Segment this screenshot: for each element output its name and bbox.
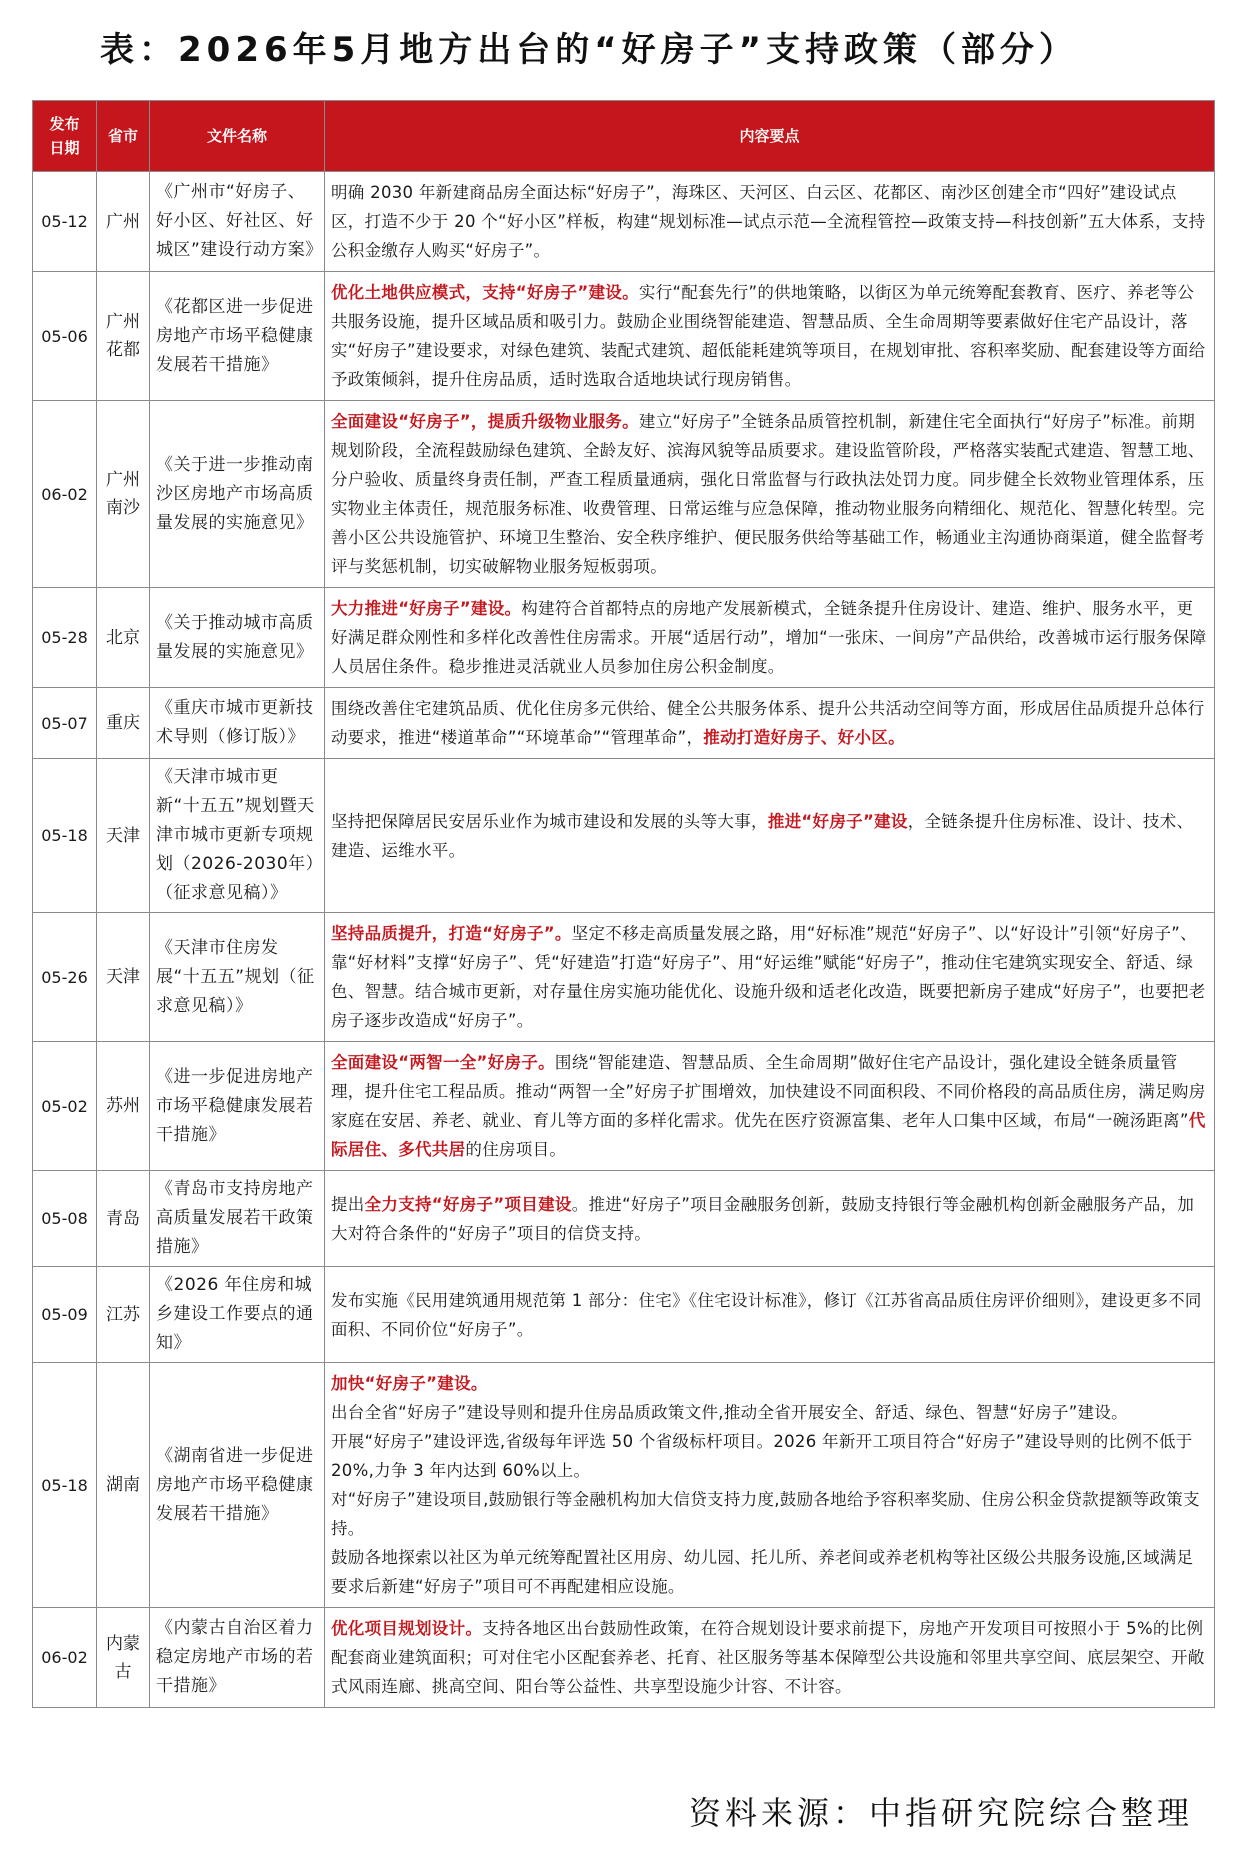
table-row	[33, 272, 1215, 401]
table-row	[33, 588, 1215, 688]
table-row	[33, 688, 1215, 759]
body-text: 对“好房子”建设项目,鼓励银行等金融机构加大信贷支持力度,鼓励各地给予容积率奖励、住房公积金贷款提额等政策支持。	[331, 1490, 1200, 1538]
cell-date: 05-02	[33, 1042, 97, 1171]
highlight-text: 大力推进“好房子”建设。	[331, 599, 522, 618]
cell-content	[325, 913, 1215, 1042]
body-text: 发布实施《民用建筑通用规范第 1 部分：住宅》《住宅设计标准》，修订《江苏省高品质住房评价细则》，建设更多不同面积、不同价位“好房子”。	[331, 1290, 1202, 1339]
table-row	[33, 401, 1215, 588]
cell-content	[325, 272, 1215, 401]
cell-content	[325, 759, 1215, 913]
header-document: 文件名称	[150, 101, 325, 172]
body-text: ，全链条提升住房标准、设计、技术、建造、运维水平。	[331, 811, 1194, 860]
page-title: 表：2026年5月地方出台的“好房子”支持政策（部分）	[100, 30, 1078, 70]
body-text: 。推进“好房子”项目金融服务创新，鼓励支持银行等金融机构创新金融服务产品，加大对符合条件的“好房子”项目的信贷支持。	[331, 1194, 1195, 1243]
table-row	[33, 913, 1215, 1042]
header-content: 内容要点	[325, 101, 1215, 172]
highlight-text: 优化土地供应模式，支持“好房子”建设。	[331, 283, 639, 302]
cell-date: 05-18	[33, 759, 97, 913]
table-row	[33, 1171, 1215, 1267]
cell-date: 05-28	[33, 588, 97, 688]
body-text: 坚持把保障居民安居乐业作为城市建设和发展的头等大事，	[331, 811, 768, 831]
body-text: 开展“好房子”建设评选,省级每年评选 50 个省级标杆项目。2026 年新开工项目符合“好房子”建设导则的比例不低于 20%,力争 3 年内达到 60%以上。	[331, 1432, 1193, 1480]
cell-content	[325, 1042, 1215, 1171]
body-text: 出台全省“好房子”建设导则和提升住房品质政策文件,推动全省开展安全、舒适、绿色、智慧“好房子”建设。	[331, 1403, 1128, 1422]
cell-province: 天津	[97, 759, 150, 913]
cell-content	[325, 172, 1215, 272]
table-row	[33, 759, 1215, 913]
cell-province: 青岛	[97, 1171, 150, 1267]
highlight-text: 坚持品质提升，打造“好房子”。	[331, 924, 572, 943]
body-text: 坚定不移走高质量发展之路，用“好标准”规范“好房子”、以“好设计”引领“好房子”、靠“好材料”支撑“好房子”、凭“好建造”打造“好房子”、用“好运维”赋能“好房子”，推动住宅建筑实现安全、舒适、绿色、智慧。结合城市更新，对存量住房实施功能优化、设施升级和适老化改造，既要把新房子建成“好房子”，也要把老房子逐步改造成“好房子”。	[331, 924, 1206, 1030]
cell-content	[325, 1267, 1215, 1363]
cell-content	[325, 1363, 1215, 1608]
highlight-text: 代际居住、多代共居	[331, 1111, 1206, 1159]
header-province: 省市	[97, 101, 150, 172]
body-text: 实行“配套先行”的供地策略，以街区为单元统筹配套教育、医疗、养老等公共服务设施，提升区域品质和吸引力。鼓励企业围绕智能建造、智慧品质、全生命周期等要素做好住宅产品设计，落实“好房子”建设要求，对绿色建筑、装配式建筑、超低能耗建筑等项目，在规划审批、容积率奖励、配套建设等方面给予政策倾斜，提升住房品质，适时选取合适地块试行现房销售。	[331, 283, 1206, 389]
cell-document: 《天津市住房发展“十五五”规划（征求意见稿）》	[150, 913, 325, 1042]
cell-date: 06-02	[33, 401, 97, 588]
highlight-text: 推进“好房子”建设	[767, 811, 908, 831]
body-text: 明确 2030 年新建商品房全面达标“好房子”，海珠区、天河区、白云区、花都区、南沙区创建全市“四好”建设试点区，打造不少于 20 个“好小区”样板，构建“规划标准—试点示范—全流程管控—政策支持—科技创新”五大体系，支持公积金缴存人购买“好房子”。	[331, 183, 1206, 260]
header-date: 发布 日期	[33, 101, 97, 172]
cell-province: 广州	[97, 172, 150, 272]
body-text: 的住房项目。	[465, 1140, 567, 1159]
cell-province: 广州 南沙	[97, 401, 150, 588]
highlight-text: 全面建设“好房子”，提质升级物业服务。	[331, 412, 639, 431]
cell-document: 《内蒙古自治区着力稳定房地产市场的若干措施》	[150, 1608, 325, 1708]
body-text: 构建符合首都特点的房地产发展新模式，全链条提升住房设计、建造、维护、服务水平，更好满足群众刚性和多样化改善性住房需求。开展“适居行动”，增加“一张床、一间房”产品供给，改善城市运行服务保障人员居住条件。稳步推进灵活就业人员参加住房公积金制度。	[331, 599, 1207, 676]
cell-date: 05-06	[33, 272, 97, 401]
cell-date: 06-02	[33, 1608, 97, 1708]
body-text: 鼓励各地探索以社区为单元统筹配置社区用房、幼儿园、托儿所、养老间或养老机构等社区级公共服务设施,区域满足要求后新建“好房子”项目可不再配建相应设施。	[331, 1548, 1194, 1596]
cell-document: 《湖南省进一步促进房地产市场平稳健康发展若干措施》	[150, 1363, 325, 1608]
table-body	[33, 172, 1215, 1708]
body-text: 围绕“智能建造、智慧品质、全生命周期”做好住宅产品设计，强化建设全链条质量管理，提升住宅工程品质。推动“两智一全”好房子扩围增效，加快建设不同面积段、不同价格段的高品质住房，满足购房家庭在安居、养老、就业、育儿等方面的多样化需求。优先在医疗资源富集、老年人口集中区域，布局“一碗汤距离”	[331, 1053, 1206, 1130]
cell-document: 《2026 年住房和城乡建设工作要点的通知》	[150, 1267, 325, 1363]
source-note: 资料来源：中指研究院综合整理	[688, 1794, 1193, 1832]
cell-content	[325, 1608, 1215, 1708]
content-paragraph	[331, 1398, 1208, 1427]
cell-date: 05-07	[33, 688, 97, 759]
cell-date: 05-18	[33, 1363, 97, 1608]
body-text: 建立“好房子”全链条品质管控机制，新建住宅全面执行“好房子”标准。前期规划阶段，全流程鼓励绿色建筑、全龄友好、滨海风貌等品质要求。建设监管阶段，严格落实装配式建造、智慧工地、分户验收、质量终身责任制，严查工程质量通病，强化日常监督与行政执法处罚力度。同步健全长效物业管理体系，压实物业主体责任，规范服务标准、收费管理、日常运维与应急保障，推动物业服务向精细化、规范化、智慧化转型。完善小区公共设施管护、环境卫生整治、安全秩序维护、便民服务供给等基础工作，畅通业主沟通协商渠道，健全监督考评与奖惩机制，切实破解物业服务短板弱项。	[331, 412, 1205, 576]
cell-date: 05-09	[33, 1267, 97, 1363]
cell-document: 《重庆市城市更新技术导则（修订版）》	[150, 688, 325, 759]
cell-document: 《花都区进一步促进房地产市场平稳健康发展若干措施》	[150, 272, 325, 401]
cell-document: 《关于推动城市高质量发展的实施意见》	[150, 588, 325, 688]
content-paragraph	[331, 1369, 1208, 1398]
cell-content	[325, 688, 1215, 759]
cell-province: 重庆	[97, 688, 150, 759]
table-row	[33, 172, 1215, 272]
table-row	[33, 1363, 1215, 1608]
cell-date: 05-26	[33, 913, 97, 1042]
table-row	[33, 1267, 1215, 1363]
highlight-text: 全面建设“两智一全”好房子。	[331, 1053, 555, 1072]
cell-document: 《关于进一步推动南沙区房地产市场高质量发展的实施意见》	[150, 401, 325, 588]
policy-table	[32, 100, 1215, 1708]
cell-province: 北京	[97, 588, 150, 688]
cell-document: 《广州市“好房子、好小区、好社区、好城区”建设行动方案》	[150, 172, 325, 272]
table-row	[33, 1608, 1215, 1708]
cell-date: 05-12	[33, 172, 97, 272]
body-text: 提出	[331, 1194, 365, 1214]
cell-province: 苏州	[97, 1042, 150, 1171]
cell-province: 湖南	[97, 1363, 150, 1608]
cell-province: 内蒙古	[97, 1608, 150, 1708]
highlight-text: 优化项目规划设计。	[331, 1619, 483, 1638]
cell-province: 江苏	[97, 1267, 150, 1363]
cell-date: 05-08	[33, 1171, 97, 1267]
cell-province: 天津	[97, 913, 150, 1042]
highlight-text: 加快“好房子”建设。	[331, 1374, 488, 1393]
table-header-row	[33, 101, 1215, 172]
cell-province: 广州 花都	[97, 272, 150, 401]
cell-document: 《青岛市支持房地产高质量发展若干政策措施》	[150, 1171, 325, 1267]
content-paragraph	[331, 1427, 1208, 1485]
cell-content	[325, 588, 1215, 688]
body-text: 支持各地区出台鼓励性政策，在符合规划设计要求前提下，房地产开发项目可按照小于 5%的比例配套商业建筑面积；可对住宅小区配套养老、托育、社区服务等基本保障型公共设施和邻里共享空间、底层架空、开敞式风雨连廊、挑高空间、阳台等公益性、共享型设施少计容、不计容。	[331, 1619, 1205, 1696]
content-paragraph	[331, 1485, 1208, 1543]
highlight-text: 推动打造好房子、好小区。	[703, 728, 905, 747]
content-paragraph	[331, 1543, 1208, 1601]
cell-document: 《进一步促进房地产市场平稳健康发展若干措施》	[150, 1042, 325, 1171]
cell-content	[325, 401, 1215, 588]
body-text: 围绕改善住宅建筑品质、优化住房多元供给、健全公共服务体系、提升公共活动空间等方面，形成居住品质提升总体行动要求，推进“楼道革命”“环境革命”“管理革命”，	[331, 699, 1205, 747]
highlight-text: 全力支持“好房子”项目建设	[364, 1194, 572, 1214]
cell-document: 《天津市城市更新“十五五”规划暨天津市城市更新专项规划（2026-2030年）（征求意见稿）》	[150, 759, 325, 913]
table-row	[33, 1042, 1215, 1171]
cell-content	[325, 1171, 1215, 1267]
